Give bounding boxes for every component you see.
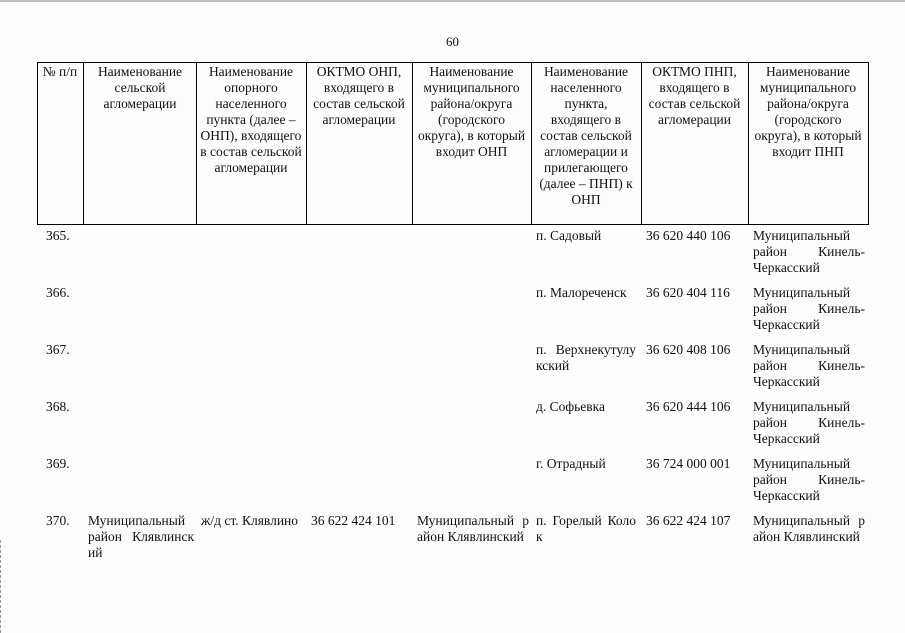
col-border xyxy=(37,62,38,225)
page-number: 60 xyxy=(446,34,459,49)
col-border xyxy=(196,62,197,225)
row-number: 367. xyxy=(46,342,70,357)
header-pnp: Наименование населенного пункта, входящего в состав сельской агломерации и прилегающего (далее – ПНП) к ОНП xyxy=(539,64,633,207)
pnp-name: д. Софьевка xyxy=(536,399,605,414)
header-district-onp: Наименование муниципального района/округа (городского округа), в который входит ОНП xyxy=(417,64,526,159)
header-num: № п/п xyxy=(42,64,78,79)
scan-margin-marks xyxy=(0,540,3,633)
header-bottom-border xyxy=(37,224,869,225)
row-number: 369. xyxy=(46,456,70,471)
pnp-oktmo: 36 620 404 116 xyxy=(646,285,730,300)
pnp-oktmo: 36 620 408 106 xyxy=(646,342,731,357)
pnp-name: г. Отрадный xyxy=(536,456,606,471)
row-number: 365. xyxy=(46,228,70,243)
col-border xyxy=(83,62,84,225)
pnp-district: Муниципальный район Кинель-Черкасский xyxy=(753,399,865,446)
header-top-border xyxy=(37,62,869,63)
pnp-name: п. Верхнекутулукский xyxy=(536,342,636,373)
pnp-district: Муниципальный район Кинель-Черкасский xyxy=(753,456,865,503)
row-number: 370. xyxy=(46,513,70,528)
header-district-pnp: Наименование муниципального района/округа (городского округа), в который входит ПНП xyxy=(754,64,862,159)
col-border xyxy=(748,62,749,225)
pnp-district: Муниципальный район Кинель-Черкасский xyxy=(753,228,865,275)
onp-district: Муниципальный район Клявлинский xyxy=(417,513,529,544)
header-oktmo-pnp: ОКТМО ПНП, входящего в состав сельской агломерации xyxy=(648,64,741,127)
header-onp: Наименование опорного населенного пункта (далее – ОНП), входящего в состав сельской агломерации xyxy=(200,64,302,175)
pnp-oktmo: 36 620 444 106 xyxy=(646,399,731,414)
pnp-district: Муниципальный район Клявлинский xyxy=(753,513,865,544)
header-agglomeration: Наименование сельской агломерации xyxy=(97,64,183,111)
pnp-name: п. Малореченск xyxy=(536,285,627,300)
top-rule xyxy=(0,0,905,2)
pnp-district: Муниципальный район Кинель-Черкасский xyxy=(753,342,865,389)
onp-name: ж/д ст. Клявлино xyxy=(201,513,299,528)
row-number: 368. xyxy=(46,399,70,414)
col-border xyxy=(412,62,413,225)
onp-oktmo: 36 622 424 101 xyxy=(311,513,396,528)
agglomeration-name: Муниципальный район Клявлинский xyxy=(88,513,194,560)
col-border xyxy=(306,62,307,225)
col-border xyxy=(641,62,642,225)
header-oktmo-onp: ОКТМО ОНП, входящего в состав сельской агломерации xyxy=(313,64,405,127)
col-border xyxy=(868,62,869,225)
pnp-oktmo: 36 620 440 106 xyxy=(646,228,731,243)
col-border xyxy=(531,62,532,225)
pnp-oktmo: 36 724 000 001 xyxy=(646,456,731,471)
pnp-district: Муниципальный район Кинель-Черкасский xyxy=(753,285,865,332)
pnp-oktmo: 36 622 424 107 xyxy=(646,513,731,528)
pnp-name: п. Садовый xyxy=(536,228,602,243)
pnp-name: п. Горелый Колок xyxy=(536,513,636,544)
row-number: 366. xyxy=(46,285,70,300)
